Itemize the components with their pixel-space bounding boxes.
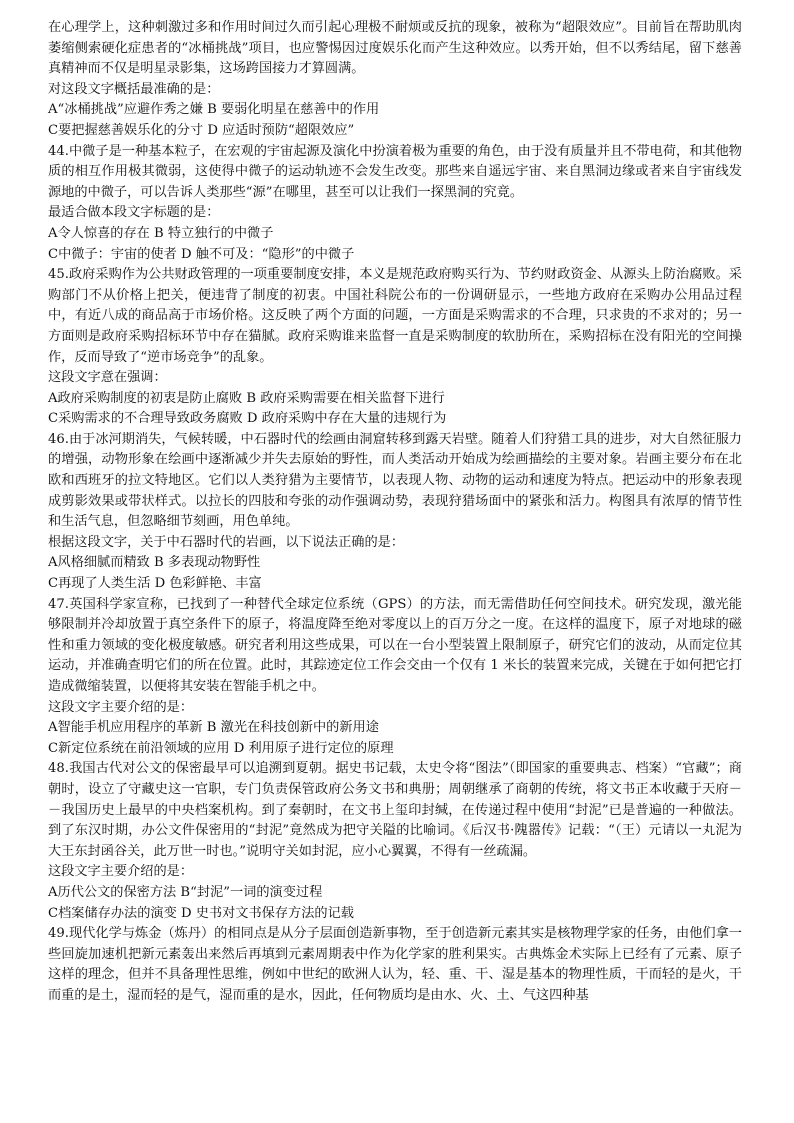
- passage-text: 47.英国科学家宣称，已找到了一种替代全球定位系统（GPS）的方法，而无需借助任何空间技术。研究发现，激光能够限制并冷却放置于真空条件下的原子，将温度降至绝对零度以上的百万分之一度。在这样的温度下，原子对地球的磁性和重力领域的变化极度敏感。研究者利用这些成果，可以在一台小型装置上限制原子，研究它们的波动，从而定位其运动，并准确查明它们的所在位置。此时，其踪迹定位工作会交由一个仅有 1 米长的装置来完成，关键在于如何把它打造成微缩装置，以便将其安装在智能手机之中。: [48, 596, 742, 694]
- option-line: A智能手机应用程序的革新 B 激光在科技创新中的新用途: [48, 720, 379, 736]
- passage-text: 48.我国古代对公文的保密最早可以追溯到夏朝。据史书记载，太史令将“图法”（即国家的重要典志、档案）“官藏”；商朝时，设立了守藏史这一官职，专门负责保管政府公务文书和典册；周朝继承了商朝的传统，将文书正本收藏于天府－－我国历史上最早的中央档案机构。到了秦朝时，在文书上玺印封缄，在传递过程中使用“封泥”已是普遍的一种做法。到了东汉时期，办公文件保密用的“封泥”竟然成为把守关隘的比喻词。《后汉书·隗嚣传》记载：“（王）元请以一丸泥为大王东封函谷关，此万世一时也。”说明守关如封泥，应小心翼翼，不得有一丝疏漏。: [48, 761, 742, 859]
- question-block-43: [48, 18, 742, 142]
- option-line: C采购需求的不合理导致政务腐败 D 政府采购中存在大量的违规行为: [48, 411, 447, 427]
- option-line: C中微子：宇宙的使者 D 触不可及：“隐形”的中微子: [48, 246, 355, 262]
- option-line: A政府采购制度的初衷是防止腐败 B 政府采购需要在相关监督下进行: [48, 390, 445, 406]
- passage-text: 44.中微子是一种基本粒子，在宏观的宇宙起源及演化中扮演着极为重要的角色，由于没有质量并且不带电荷，和其他物质的相互作用极其微弱，这使得中微子的运动轨迹不会发生改变。那些来自遥远宇宙、来自黑洞边缘或者来自宇宙线发源地的中微子，可以告诉人类那些“源”在哪里，甚至可以让我们一探黑洞的究竟。: [48, 143, 742, 200]
- question-stem: 这段文字主要介绍的是：: [48, 864, 194, 880]
- question-block-47: [48, 595, 742, 760]
- passage-text: 49.现代化学与炼金（炼丹）的相同点是从分子层面创造新事物，至于创造新元素其实是核物理学家的任务，由他们拿一些回旋加速机把新元素轰出来然后再填到元素周期表中作为化学家的胜利果实。古典炼金术实际上已经有了元素、原子这样的理念，但并不具备理性思维，例如中世纪的欧洲人认为，轻、重、干、湿是基本的物理性质，干而轻的是火，干而重的是土，湿而轻的是气，湿而重的是水，因此，任何物质均是由水、火、土、气这四种基: [48, 926, 742, 1003]
- option-line: A历代公文的保密方法 B“封泥”一词的演变过程: [48, 884, 323, 900]
- option-line: C档案储存办法的演变 D 史书对文书保存方法的记载: [48, 905, 354, 921]
- question-stem: 最适合做本段文字标题的是：: [48, 205, 220, 221]
- option-line: A“冰桶挑战”应避作秀之嫌 B 要弱化明星在慈善中的作用: [48, 102, 380, 118]
- passage-text: 45.政府采购作为公共财政管理的一项重要制度安排，本义是规范政府购买行为、节约财政资金、从源头上防治腐败。采购部门不从价格上把关，便违背了制度的初衷。中国社科院公布的一份调研显示，一些地方政府在采购办公用品过程中，有近八成的商品高于市场价格。这反映了两个方面的问题，一方面是采购需求的不合理，只求贵的不求对的；另一方面则是政府采购招标环节中存在猫腻。政府采购谁来监督一直是采购制度的软肋所在，采购招标在没有阳光的空间操作，反而导致了“逆市场竞争”的乱象。: [48, 267, 742, 365]
- option-line: A风格细腻而精致 B 多表现动物野性: [48, 555, 261, 571]
- question-stem: 对这段文字概括最准确的是：: [48, 81, 220, 97]
- option-line: A令人惊喜的存在 B 特立独行的中微子: [48, 225, 274, 241]
- passage-text: 在心理学上，这种刺激过多和作用时间过久而引起心理极不耐烦或反抗的现象，被称为“超限效应”。目前旨在帮助肌肉萎缩侧索硬化症患者的“冰桶挑战”项目，也应警惕因过度娱乐化而产生这种效应。以秀开始，但不以秀结尾，留下慈善真精神而不仅是明星录影集，这场跨国接力才算圆满。: [48, 20, 742, 77]
- question-stem: 这段文字意在强调：: [48, 370, 167, 386]
- question-stem: 这段文字主要介绍的是：: [48, 699, 194, 715]
- question-block-49: [48, 924, 742, 1006]
- question-block-46: [48, 430, 742, 595]
- question-stem: 根据这段文字，关于中石器时代的岩画，以下说法正确的是：: [48, 534, 405, 550]
- passage-text: 46.由于冰河期消失，气候转暖，中石器时代的绘画由洞窟转移到露天岩壁。随着人们狩猎工具的进步，对大自然征服力的增强，动物形象在绘画中逐渐减少并失去原始的野性，而人类活动开始成为绘画描绘的主要对象。岩画主要分布在北欧和西班牙的拉文特地区。它们以人类狩猎为主要情节，以表现人物、动物的运动和速度为特点。把运动中的形象表现成剪影效果或带状样式。以拉长的四肢和夸张的动作强调动势，表现狩猎场面中的紧张和活力。构图具有浓厚的情节性和生活气息，但忽略细节刻画，用色单纯。: [48, 431, 742, 530]
- option-line: C要把握慈善娱乐化的分寸 D 应适时预防“超限效应”: [48, 122, 355, 138]
- question-block-45: [48, 265, 742, 430]
- option-line: C新定位系统在前沿领域的应用 D 利用原子进行定位的原理: [48, 740, 394, 756]
- question-block-48: [48, 759, 742, 924]
- question-block-44: [48, 142, 742, 266]
- option-line: C再现了人类生活 D 色彩鲜艳、丰富: [48, 576, 262, 592]
